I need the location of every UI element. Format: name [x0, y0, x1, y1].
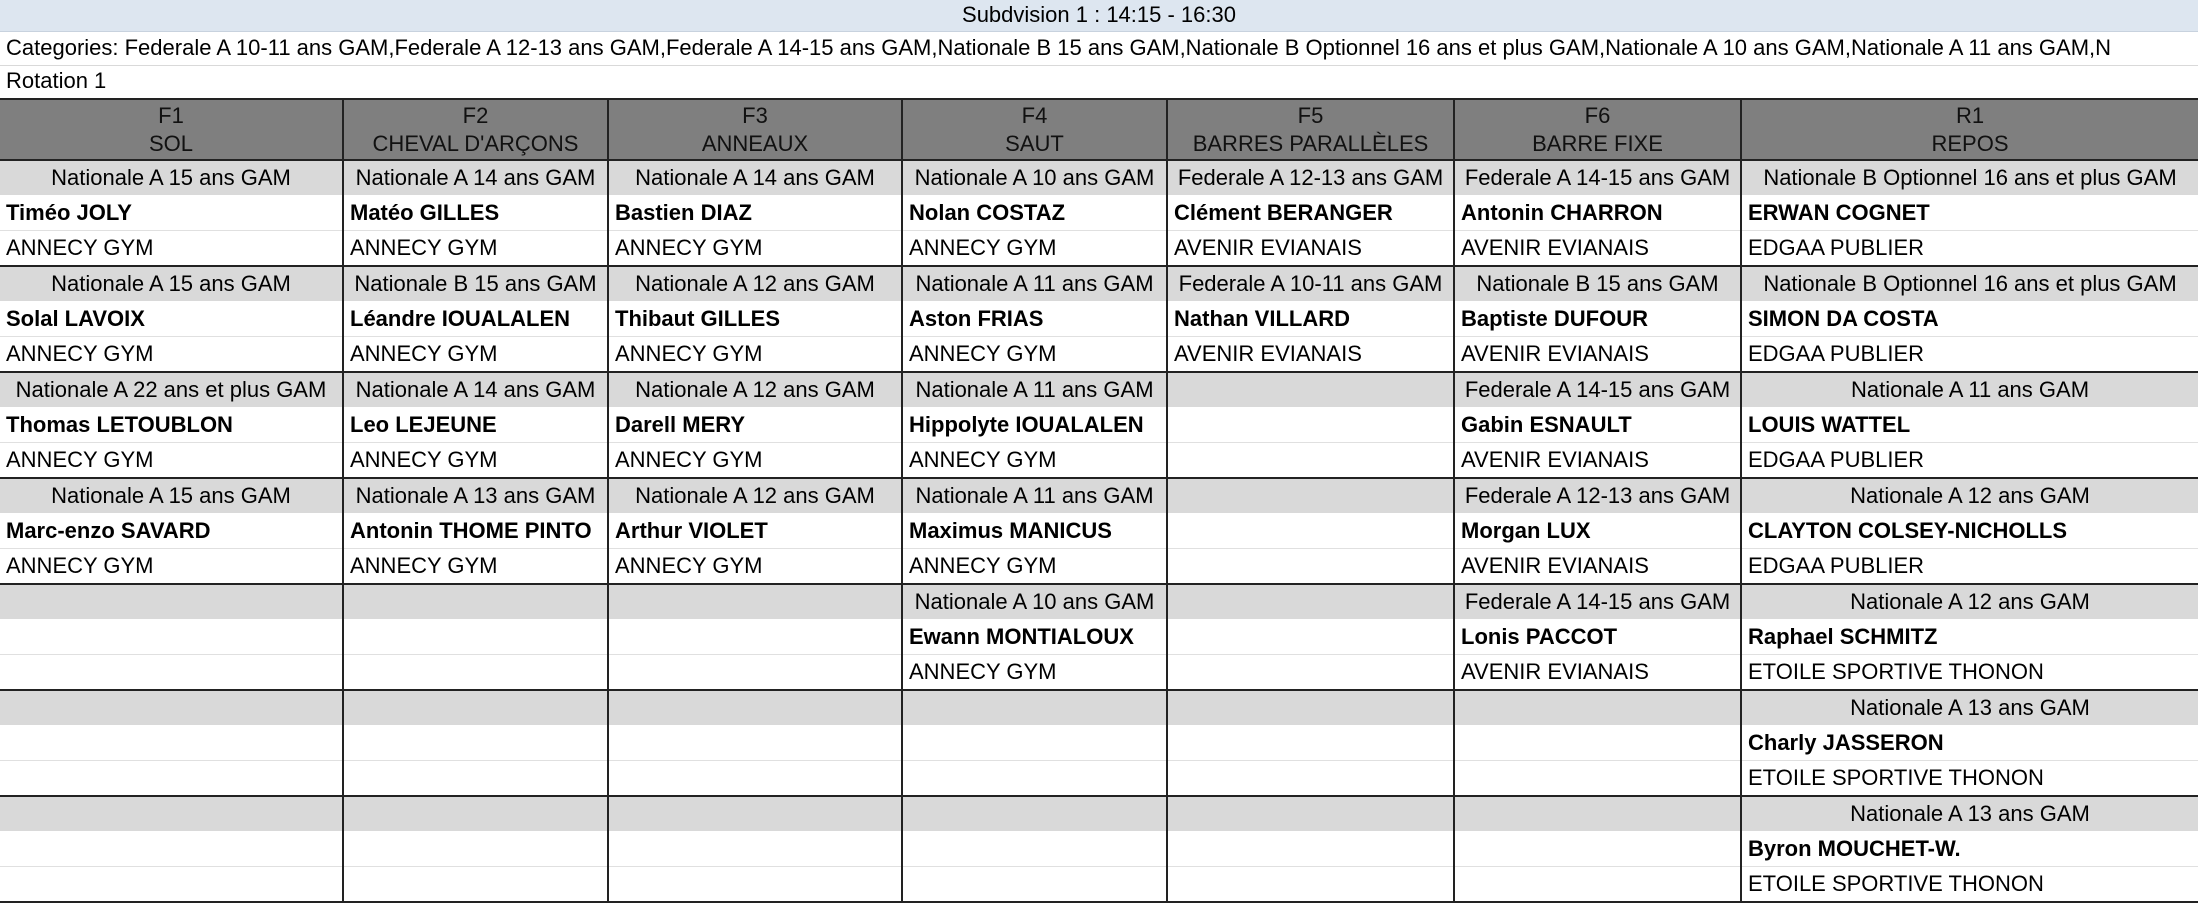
gymnast-name-cell: Timéo JOLY: [0, 195, 343, 231]
table-row: [0, 761, 2198, 797]
empty-cell: [343, 619, 608, 655]
empty-cell: [0, 761, 343, 797]
gymnast-name-cell: Gabin ESNAULT: [1454, 407, 1741, 443]
gymnast-name-cell: CLAYTON COLSEY-NICHOLLS: [1741, 513, 2198, 549]
category-cell: Federale A 12-13 ans GAM: [1167, 160, 1454, 195]
header-cell: [1167, 99, 1454, 160]
category-cell: Nationale B 15 ans GAM: [1454, 266, 1741, 301]
table-row: [0, 867, 2198, 903]
club-cell: AVENIR EVIANAIS: [1454, 231, 1741, 267]
empty-cell: [1454, 690, 1741, 725]
club-cell: ANNECY GYM: [343, 337, 608, 373]
category-cell: Nationale A 13 ans GAM: [1741, 690, 2198, 725]
empty-cell: [902, 725, 1167, 761]
empty-cell: [608, 831, 902, 867]
club-cell: ANNECY GYM: [343, 549, 608, 585]
empty-cell: [343, 725, 608, 761]
category-cell: Nationale B 15 ans GAM: [343, 266, 608, 301]
gymnast-name-cell: Baptiste DUFOUR: [1454, 301, 1741, 337]
gymnast-name-cell: Antonin CHARRON: [1454, 195, 1741, 231]
header-row: [0, 99, 2198, 160]
category-cell: Federale A 12-13 ans GAM: [1454, 478, 1741, 513]
gymnast-name-cell: Hippolyte IOUALALEN: [902, 407, 1167, 443]
club-cell: EDGAA PUBLIER: [1741, 443, 2198, 479]
empty-cell: [343, 584, 608, 619]
gymnast-name-cell: Ewann MONTIALOUX: [902, 619, 1167, 655]
empty-cell: [343, 867, 608, 903]
table-row: [0, 584, 2198, 619]
empty-cell: [0, 725, 343, 761]
club-cell: ANNECY GYM: [608, 231, 902, 267]
empty-cell: [902, 761, 1167, 797]
gymnast-name-cell: Morgan LUX: [1454, 513, 1741, 549]
gymnast-name-cell: Darell MERY: [608, 407, 902, 443]
apparatus-name: SAUT: [1005, 130, 1064, 156]
category-cell: Nationale A 12 ans GAM: [608, 478, 902, 513]
category-cell: Nationale A 13 ans GAM: [1741, 796, 2198, 831]
apparatus-name: ANNEAUX: [701, 130, 809, 156]
empty-cell: [608, 761, 902, 797]
apparatus-code: F1: [158, 102, 184, 128]
gymnast-name-cell: Byron MOUCHET-W.: [1741, 831, 2198, 867]
empty-cell: [343, 690, 608, 725]
club-cell: ANNECY GYM: [902, 231, 1167, 267]
empty-cell: [1454, 761, 1741, 797]
club-cell: AVENIR EVIANAIS: [1167, 231, 1454, 267]
club-cell: ANNECY GYM: [608, 443, 902, 479]
empty-cell: [1167, 372, 1454, 407]
gymnast-name-cell: Arthur VIOLET: [608, 513, 902, 549]
category-cell: Nationale A 11 ans GAM: [902, 372, 1167, 407]
empty-cell: [608, 796, 902, 831]
empty-cell: [1167, 407, 1454, 443]
empty-cell: [343, 796, 608, 831]
empty-cell: [1167, 655, 1454, 691]
empty-cell: [1167, 584, 1454, 619]
category-cell: Nationale A 12 ans GAM: [1741, 478, 2198, 513]
gymnast-name-cell: Matéo GILLES: [343, 195, 608, 231]
categories-line: Categories: Federale A 10-11 ans GAM,Federale A 12-13 ans GAM,Federale A 14-15 ans GAM,Nationale B 15 ans GAM,Nationale B Optionnel 16 ans et plus GAM,Nationale A 10 ans GAM,Nationale A 11 ans GAM,N: [6, 35, 2112, 60]
club-cell: ANNECY GYM: [902, 655, 1167, 691]
category-cell: Nationale B Optionnel 16 ans et plus GAM: [1741, 160, 2198, 195]
apparatus-code: F4: [1021, 102, 1048, 128]
empty-cell: [608, 584, 902, 619]
gymnast-name-cell: LOUIS WATTEL: [1741, 407, 2198, 443]
header-cell: [902, 99, 1167, 160]
empty-cell: [0, 867, 343, 903]
empty-cell: [1167, 831, 1454, 867]
category-cell: Nationale A 11 ans GAM: [1741, 372, 2198, 407]
apparatus-code: F6: [1584, 102, 1611, 128]
apparatus-name: BARRE FIXE: [1532, 130, 1663, 156]
table-row: [0, 655, 2198, 691]
category-cell: Nationale A 10 ans GAM: [902, 160, 1167, 195]
category-cell: Nationale A 11 ans GAM: [902, 478, 1167, 513]
club-cell: ANNECY GYM: [0, 549, 343, 585]
club-cell: ANNECY GYM: [0, 443, 343, 479]
row-divider: [0, 65, 2198, 66]
gymnast-name-cell: Thomas LETOUBLON: [0, 407, 343, 443]
club-cell: AVENIR EVIANAIS: [1454, 655, 1741, 691]
club-cell: ANNECY GYM: [343, 443, 608, 479]
header-cell: [0, 99, 343, 160]
club-cell: AVENIR EVIANAIS: [1454, 443, 1741, 479]
table-row: [0, 725, 2198, 761]
subdivision-title: Subdvision 1 : 14:15 - 16:30: [0, 0, 2198, 32]
category-cell: Nationale A 14 ans GAM: [343, 372, 608, 407]
gymnast-name-cell: Bastien DIAZ: [608, 195, 902, 231]
empty-cell: [902, 867, 1167, 903]
empty-cell: [0, 796, 343, 831]
header-cell: [1741, 99, 2198, 160]
rotation-table: [0, 98, 2198, 903]
apparatus-name: REPOS: [1931, 130, 2009, 156]
empty-cell: [0, 690, 343, 725]
gymnast-name-cell: Léandre IOUALALEN: [343, 301, 608, 337]
gymnast-name-cell: Solal LAVOIX: [0, 301, 343, 337]
club-cell: EDGAA PUBLIER: [1741, 231, 2198, 267]
club-cell: EDGAA PUBLIER: [1741, 337, 2198, 373]
empty-cell: [902, 831, 1167, 867]
apparatus-name: SOL: [148, 130, 194, 156]
category-cell: Nationale A 15 ans GAM: [0, 160, 343, 195]
category-cell: Nationale A 12 ans GAM: [608, 266, 902, 301]
table-row: [0, 231, 2198, 267]
gymnast-name-cell: Marc-enzo SAVARD: [0, 513, 343, 549]
category-cell: Nationale A 15 ans GAM: [0, 266, 343, 301]
empty-cell: [0, 655, 343, 691]
category-cell: Nationale A 13 ans GAM: [343, 478, 608, 513]
category-cell: Nationale A 22 ans et plus GAM: [0, 372, 343, 407]
club-cell: EDGAA PUBLIER: [1741, 549, 2198, 585]
gymnast-name-cell: Maximus MANICUS: [902, 513, 1167, 549]
gymnast-name-cell: Aston FRIAS: [902, 301, 1167, 337]
club-cell: ANNECY GYM: [0, 231, 343, 267]
table-row: [0, 372, 2198, 407]
header-cell: [1454, 99, 1741, 160]
empty-cell: [1167, 619, 1454, 655]
gymnast-name-cell: Nolan COSTAZ: [902, 195, 1167, 231]
table-row: [0, 619, 2198, 655]
table-row: [0, 478, 2198, 513]
rotation-label: Rotation 1: [6, 68, 107, 93]
gymnast-name-cell: Charly JASSERON: [1741, 725, 2198, 761]
category-cell: Federale A 10-11 ans GAM: [1167, 266, 1454, 301]
table-row: [0, 301, 2198, 337]
empty-cell: [1167, 478, 1454, 513]
empty-cell: [0, 831, 343, 867]
category-cell: Nationale A 10 ans GAM: [902, 584, 1167, 619]
gymnast-name-cell: Raphael SCHMITZ: [1741, 619, 2198, 655]
category-cell: Nationale A 11 ans GAM: [902, 266, 1167, 301]
category-cell: Federale A 14-15 ans GAM: [1454, 160, 1741, 195]
table-row: [0, 337, 2198, 373]
club-cell: AVENIR EVIANAIS: [1167, 337, 1454, 373]
table-row: [0, 690, 2198, 725]
empty-cell: [608, 867, 902, 903]
empty-cell: [1167, 725, 1454, 761]
club-cell: ETOILE SPORTIVE THONON: [1741, 655, 2198, 691]
club-cell: ANNECY GYM: [608, 337, 902, 373]
empty-cell: [608, 725, 902, 761]
table-row: [0, 796, 2198, 831]
empty-cell: [1167, 761, 1454, 797]
header-cell: [343, 99, 608, 160]
gymnast-name-cell: ERWAN COGNET: [1741, 195, 2198, 231]
empty-cell: [343, 831, 608, 867]
category-cell: Nationale A 12 ans GAM: [1741, 584, 2198, 619]
category-cell: Nationale A 14 ans GAM: [343, 160, 608, 195]
empty-cell: [1167, 690, 1454, 725]
table-row: [0, 407, 2198, 443]
club-cell: ANNECY GYM: [0, 337, 343, 373]
apparatus-name: BARRES PARALLÈLES: [1192, 130, 1429, 156]
category-cell: Nationale A 14 ans GAM: [608, 160, 902, 195]
table-row: [0, 266, 2198, 301]
club-cell: ANNECY GYM: [902, 443, 1167, 479]
empty-cell: [608, 690, 902, 725]
empty-cell: [0, 619, 343, 655]
category-cell: Nationale A 15 ans GAM: [0, 478, 343, 513]
club-cell: AVENIR EVIANAIS: [1454, 337, 1741, 373]
club-cell: ANNECY GYM: [902, 549, 1167, 585]
apparatus-name: CHEVAL D'ARÇONS: [372, 130, 579, 156]
club-cell: ETOILE SPORTIVE THONON: [1741, 867, 2198, 903]
club-cell: ETOILE SPORTIVE THONON: [1741, 761, 2198, 797]
gymnast-name-cell: Lonis PACCOT: [1454, 619, 1741, 655]
table-row: [0, 160, 2198, 195]
empty-cell: [0, 584, 343, 619]
club-cell: AVENIR EVIANAIS: [1454, 549, 1741, 585]
empty-cell: [343, 761, 608, 797]
empty-cell: [1454, 831, 1741, 867]
empty-cell: [1454, 725, 1741, 761]
club-cell: ANNECY GYM: [902, 337, 1167, 373]
apparatus-code: R1: [1955, 102, 1985, 128]
empty-cell: [1454, 796, 1741, 831]
table-row: [0, 549, 2198, 585]
empty-cell: [1167, 443, 1454, 479]
table-row: [0, 195, 2198, 231]
club-cell: ANNECY GYM: [343, 231, 608, 267]
category-cell: Federale A 14-15 ans GAM: [1454, 372, 1741, 407]
gymnast-name-cell: Thibaut GILLES: [608, 301, 902, 337]
club-cell: ANNECY GYM: [608, 549, 902, 585]
empty-cell: [902, 796, 1167, 831]
apparatus-code: F2: [462, 102, 489, 128]
header-cell: [608, 99, 902, 160]
empty-cell: [343, 655, 608, 691]
table-row: [0, 513, 2198, 549]
empty-cell: [1167, 549, 1454, 585]
gymnast-name-cell: SIMON DA COSTA: [1741, 301, 2198, 337]
empty-cell: [1454, 867, 1741, 903]
gymnast-name-cell: Antonin THOME PINTO: [343, 513, 608, 549]
table-row: [0, 443, 2198, 479]
gymnast-name-cell: Leo LEJEUNE: [343, 407, 608, 443]
table-row: [0, 831, 2198, 867]
gymnast-name-cell: Nathan VILLARD: [1167, 301, 1454, 337]
empty-cell: [608, 619, 902, 655]
empty-cell: [1167, 796, 1454, 831]
category-cell: Federale A 14-15 ans GAM: [1454, 584, 1741, 619]
empty-cell: [902, 690, 1167, 725]
empty-cell: [1167, 513, 1454, 549]
category-cell: Nationale B Optionnel 16 ans et plus GAM: [1741, 266, 2198, 301]
category-cell: Nationale A 12 ans GAM: [608, 372, 902, 407]
empty-cell: [608, 655, 902, 691]
gymnast-name-cell: Clément BERANGER: [1167, 195, 1454, 231]
empty-cell: [1167, 867, 1454, 903]
apparatus-code: F3: [742, 102, 768, 128]
apparatus-code: F5: [1297, 102, 1324, 128]
